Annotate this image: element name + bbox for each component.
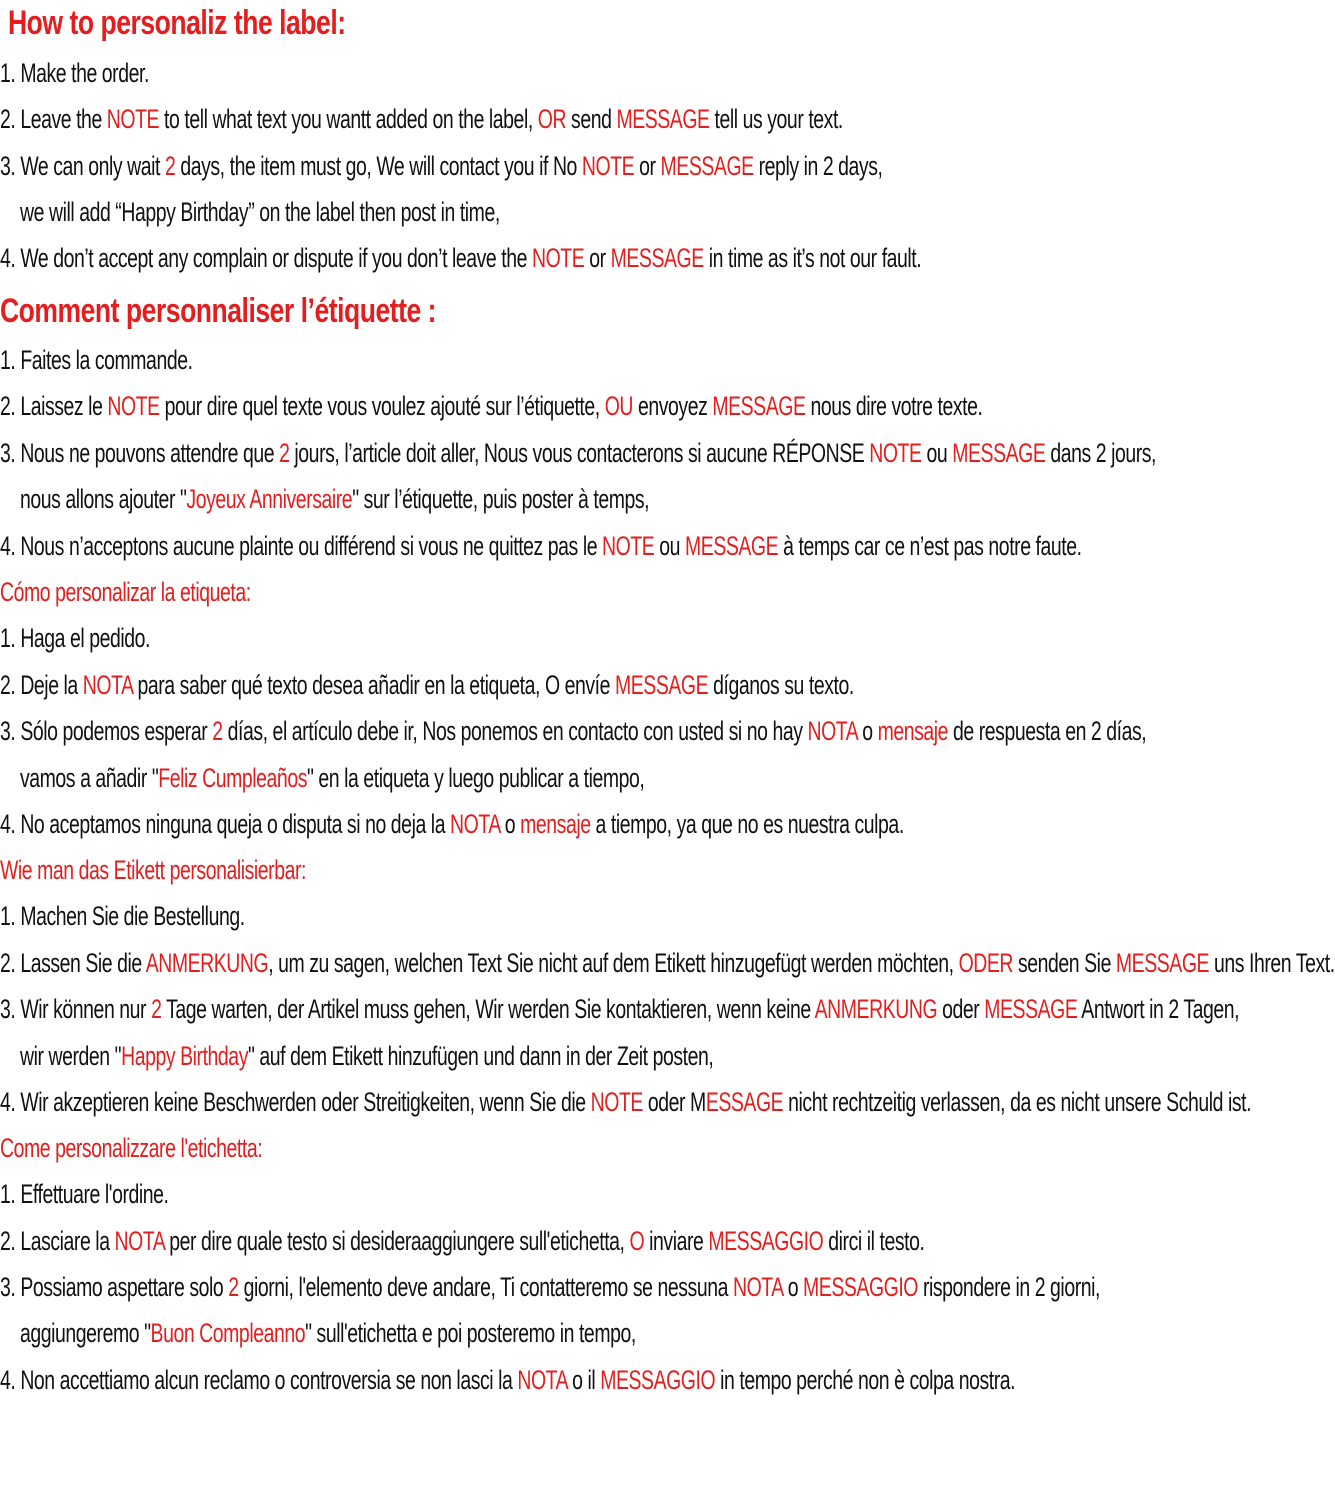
- line-es-4: [0, 809, 904, 840]
- text-run: días, el artículo debe ir, Nos ponemos en contacto con usted si no hay: [222, 716, 808, 746]
- text-run: dans 2 jours,: [1045, 438, 1157, 468]
- text-run: nicht rechtzeitig verlassen, da es nicht unsere Schuld ist.: [783, 1087, 1252, 1117]
- heading-english: How to personaliz the label:: [8, 4, 346, 42]
- text-run: 3. Nous ne pouvons attendre que: [0, 438, 280, 468]
- highlight-text: NOTE: [581, 151, 635, 181]
- text-run: 2. Lasciare la: [0, 1226, 115, 1256]
- highlight-text: OU: [604, 391, 634, 421]
- text-run: 4. We don’t accept any complain or dispute if you don’t leave the: [0, 243, 532, 273]
- text-run: 2. Laissez le: [0, 391, 108, 421]
- highlight-text: NOTA: [732, 1272, 783, 1302]
- text-run: à temps car ce n’est pas notre faute.: [778, 531, 1082, 561]
- text-run: 3. Wir können nur: [0, 994, 152, 1024]
- text-run: 3. Sólo podemos esperar: [0, 716, 213, 746]
- highlight-text: NOTE: [590, 1087, 643, 1117]
- text-run: ou: [654, 531, 686, 561]
- text-run: 1. Haga el pedido.: [0, 623, 151, 653]
- highlight-text: NOTE: [106, 104, 160, 134]
- text-run: 1. Machen Sie die Bestellung.: [0, 901, 245, 931]
- line-en-3b: [20, 197, 500, 228]
- text-run: a tiempo, ya que no es nuestra culpa.: [590, 809, 904, 839]
- highlight-text: NOTE: [107, 391, 160, 421]
- text-run: wir werden ": [20, 1041, 122, 1071]
- text-run: send: [566, 104, 617, 134]
- highlight-text: MESSAGE: [615, 670, 709, 700]
- highlight-text: 2: [279, 438, 290, 468]
- text-run: díganos su texto.: [708, 670, 854, 700]
- highlight-text: MESSAGE: [984, 994, 1078, 1024]
- highlight-text: NOTA: [807, 716, 858, 746]
- highlight-text: MESSAGE: [712, 391, 806, 421]
- text-run: " en la etiqueta y luego publicar a tiempo,: [306, 763, 645, 793]
- text-run: jours, l’article doit aller, Nous vous contacterons si aucune RÉPONSE: [289, 438, 870, 468]
- text-run: aggiungeremo ": [20, 1318, 151, 1348]
- highlight-text: MESSAGGIO: [600, 1365, 716, 1395]
- line-fr-1: [0, 345, 193, 376]
- highlight-text: Happy Birthday: [121, 1041, 248, 1071]
- text-run: days, the item must go, We will contact you if No: [175, 151, 582, 181]
- text-run: dirci il testo.: [823, 1226, 925, 1256]
- line-it-4: [0, 1365, 1015, 1396]
- line-en-3: [0, 151, 882, 182]
- line-en-1: [0, 58, 149, 89]
- highlight-text: NOTA: [82, 670, 133, 700]
- text-run: Tage warten, der Artikel muss gehen, Wir werden Sie kontaktieren, wenn keine: [161, 994, 815, 1024]
- text-run: vamos a añadir ": [20, 763, 159, 793]
- line-it-3: [0, 1272, 1100, 1303]
- highlight-text: NOTA: [517, 1365, 568, 1395]
- highlight-text: Joyeux Anniversaire: [186, 484, 353, 514]
- text-run: o: [499, 809, 521, 839]
- heading-spanish: Cómo personalizar la etiqueta:: [0, 577, 251, 607]
- heading-french: Comment personnaliser l’étiquette :: [0, 292, 437, 330]
- text-run: envoyez: [633, 391, 713, 421]
- highlight-text: MESSAGE: [660, 151, 754, 181]
- highlight-text: NOTE: [531, 243, 585, 273]
- highlight-text: ESSAGE: [705, 1087, 784, 1117]
- text-run: inviare: [644, 1226, 709, 1256]
- text-run: 3. Possiamo aspettare solo: [0, 1272, 229, 1302]
- line-en-2: [0, 104, 843, 135]
- text-run: 1. Faites la commande.: [0, 345, 193, 375]
- text-run: we will add “Happy Birthday” on the label then post in time,: [20, 197, 500, 227]
- line-fr-3b: [20, 484, 649, 515]
- highlight-text: ANMERKUNG: [145, 948, 269, 978]
- text-run: , um zu sagen, welchen Text Sie nicht auf dem Etikett hinzugefügt werden möchten,: [268, 948, 959, 978]
- highlight-text: MESSAGE: [952, 438, 1046, 468]
- highlight-text: 2: [164, 151, 176, 181]
- highlight-text: NOTE: [602, 531, 655, 561]
- text-run: senden Sie: [1013, 948, 1116, 978]
- text-run: oder M: [642, 1087, 706, 1117]
- text-run: to tell what text you wantt added on the label,: [159, 104, 538, 134]
- text-run: in time as it’s not our fault.: [703, 243, 922, 273]
- highlight-text: MESSAGGIO: [803, 1272, 918, 1302]
- text-run: " sull'etichetta e poi posteremo in tempo,: [305, 1318, 636, 1348]
- text-run: tell us your text.: [709, 104, 843, 134]
- line-it-2: [0, 1226, 924, 1257]
- highlight-text: 2: [212, 716, 223, 746]
- text-run: o: [782, 1272, 804, 1302]
- text-run: 1. Effettuare l'ordine.: [0, 1179, 169, 1209]
- highlight-text: Feliz Cumpleaños: [158, 763, 307, 793]
- line-en-4: [0, 243, 921, 274]
- text-run: or: [584, 243, 611, 273]
- text-run: 4. Nous n’acceptons aucune plainte ou différend si vous ne quittez pas le: [0, 531, 603, 561]
- text-run: Antwort in 2 Tagen,: [1077, 994, 1240, 1024]
- text-run: para saber qué texto desea añadir en la etiqueta, O envíe: [132, 670, 616, 700]
- highlight-text: O: [629, 1226, 645, 1256]
- text-run: nous allons ajouter ": [20, 484, 187, 514]
- heading-german: Wie man das Etikett personalisierbar:: [0, 855, 306, 885]
- text-run: 4. No aceptamos ninguna queja o disputa si no deja la: [0, 809, 451, 839]
- text-run: 4. Non accettiamo alcun reclamo o controversia se non lasci la: [0, 1365, 518, 1395]
- text-run: 2. Deje la: [0, 670, 83, 700]
- text-run: de respuesta en 2 días,: [948, 716, 1147, 746]
- line-de-1: [0, 901, 245, 932]
- highlight-text: MESSAGE: [616, 104, 710, 134]
- line-it-1: [0, 1179, 168, 1210]
- text-run: 2. Leave the: [0, 104, 107, 134]
- text-run: pour dire quel texte vous voulez ajouté sur l’étiquette,: [159, 391, 605, 421]
- highlight-text: MESSAGE: [610, 243, 704, 273]
- text-run: or: [634, 151, 661, 181]
- text-run: ou: [921, 438, 953, 468]
- line-es-3b: [20, 763, 644, 794]
- text-run: 1. Make the order.: [0, 58, 149, 88]
- highlight-text: MESSAGE: [1115, 948, 1210, 978]
- highlight-text: NOTE: [869, 438, 922, 468]
- highlight-text: mensaje: [877, 716, 949, 746]
- line-fr-2: [0, 391, 982, 422]
- highlight-text: NOTA: [114, 1226, 165, 1256]
- line-it-3b: [20, 1318, 636, 1349]
- text-run: in tempo perché non è colpa nostra.: [715, 1365, 1016, 1395]
- highlight-text: MESSAGGIO: [708, 1226, 824, 1256]
- text-run: 3. We can only wait: [0, 151, 165, 181]
- line-de-3b: [20, 1041, 713, 1072]
- highlight-text: 2: [151, 994, 162, 1024]
- text-run: rispondere in 2 giorni,: [917, 1272, 1100, 1302]
- heading-italian: Come personalizzare l'etichetta:: [0, 1133, 263, 1163]
- highlight-text: Buon Compleanno: [150, 1318, 306, 1348]
- line-es-1: [0, 623, 150, 654]
- text-run: giorni, l'elemento deve andare, Ti contatteremo se nessuna: [238, 1272, 733, 1302]
- line-de-3: [0, 994, 1239, 1025]
- text-run: " sur l’étiquette, puis poster à temps,: [352, 484, 650, 514]
- text-run: reply in 2 days,: [753, 151, 883, 181]
- highlight-text: OR: [537, 104, 567, 134]
- text-run: nous dire votre texte.: [805, 391, 983, 421]
- text-run: 4. Wir akzeptieren keine Beschwerden oder Streitigkeiten, wenn Sie die: [0, 1087, 591, 1117]
- text-run: o il: [567, 1365, 601, 1395]
- highlight-text: ODER: [958, 948, 1014, 978]
- highlight-text: ANMERKUNG: [814, 994, 938, 1024]
- line-es-3: [0, 716, 1146, 747]
- highlight-text: mensaje: [520, 809, 591, 839]
- text-run: " auf dem Etikett hinzufügen und dann in der Zeit posten,: [247, 1041, 714, 1071]
- line-de-2: [0, 948, 1335, 979]
- highlight-text: NOTA: [450, 809, 500, 839]
- line-fr-4: [0, 531, 1082, 562]
- text-run: oder: [937, 994, 985, 1024]
- line-fr-3: [0, 438, 1156, 469]
- text-run: uns Ihren Text.: [1209, 948, 1335, 978]
- line-es-2: [0, 670, 854, 701]
- text-run: per dire quale testo si desideraaggiungere sull'etichetta,: [164, 1226, 630, 1256]
- highlight-text: MESSAGE: [685, 531, 779, 561]
- highlight-text: 2: [228, 1272, 239, 1302]
- text-run: o: [857, 716, 878, 746]
- text-run: 2. Lassen Sie die: [0, 948, 146, 978]
- line-de-4: [0, 1087, 1251, 1118]
